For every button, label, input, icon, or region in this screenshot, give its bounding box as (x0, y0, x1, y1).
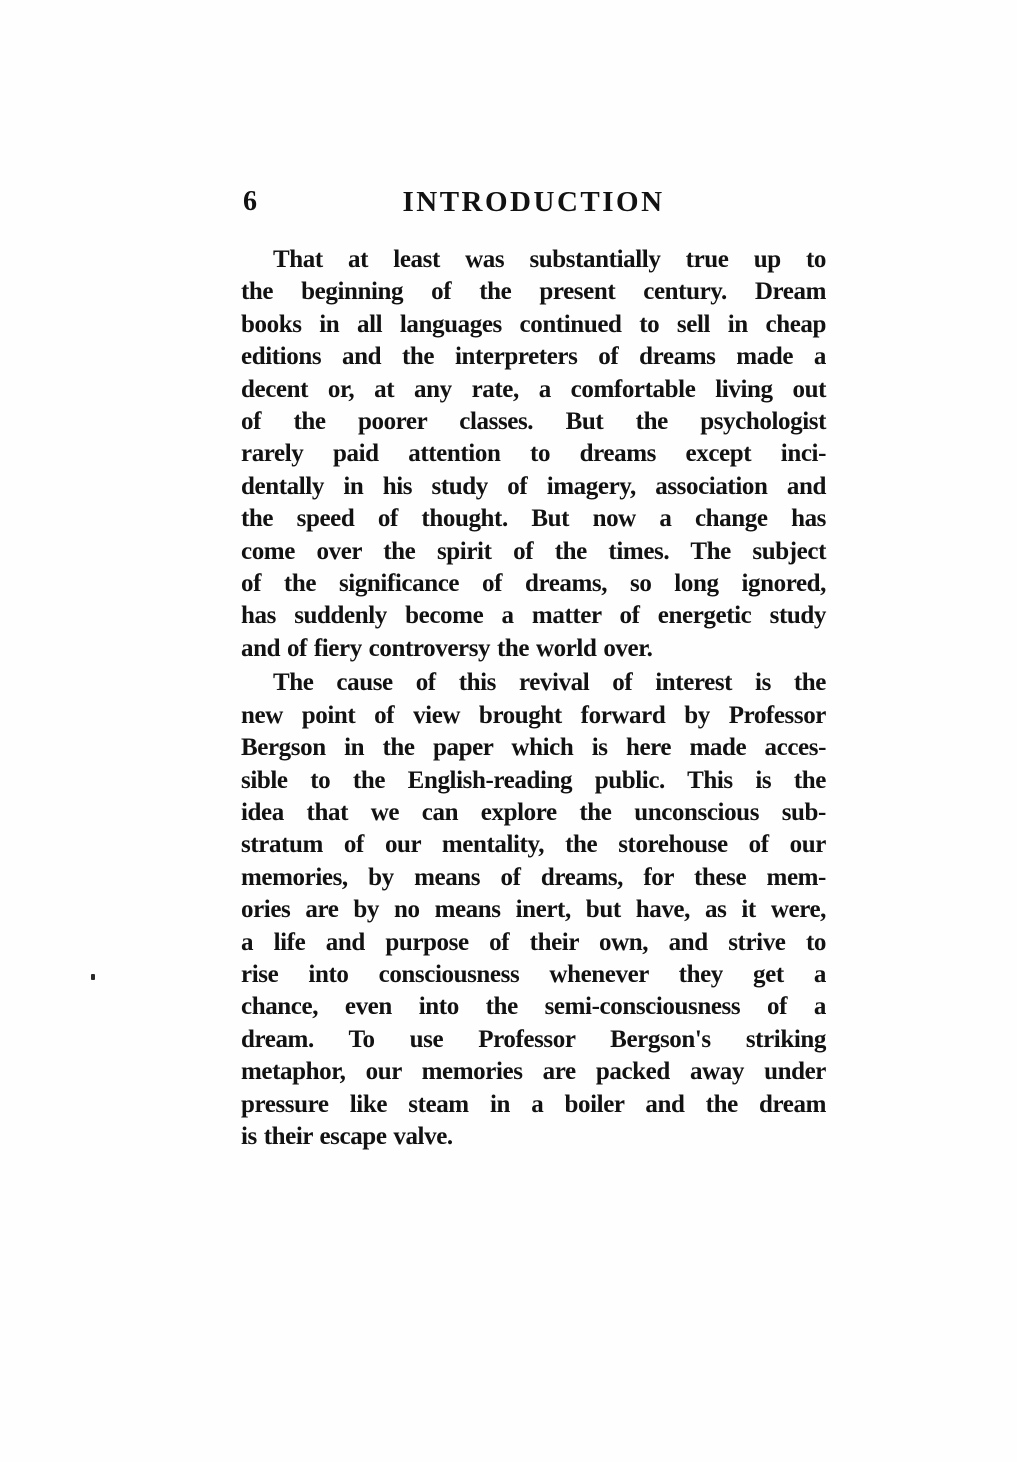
text-line: The cause of this revival of interest is the (273, 669, 826, 697)
text-line: rarely paid attention to dreams except inci- (241, 440, 826, 468)
text-line: of the significance of dreams, so long ignored, (241, 570, 826, 598)
text-line: the beginning of the present century. Dream (241, 278, 826, 306)
body-text (241, 244, 826, 1153)
text-line: stratum of our mentality, the storehouse of our (241, 831, 826, 859)
text-line: ories are by no means inert, but have, as it were, (241, 896, 826, 924)
text-column (241, 186, 826, 1153)
text-line: idea that we can explore the unconscious sub- (241, 798, 826, 826)
text-line: dream. To use Professor Bergson's striking (241, 1025, 826, 1053)
text-line: dentally in his study of imagery, association and (241, 472, 826, 500)
text-line: rise into consciousness whenever they get a (241, 960, 826, 988)
text-line: come over the spirit of the times. The subject (241, 537, 826, 565)
text-line: and of fiery controversy the world over. (241, 634, 653, 662)
running-header (241, 186, 826, 218)
text-line: That at least was substantially true up to (273, 246, 826, 273)
text-line: memories, by means of dreams, for these mem- (241, 863, 826, 891)
text-line: new point of view brought forward by Professor (241, 701, 826, 729)
scan-speck-mark (91, 974, 95, 980)
text-line: sible to the English-reading public. This is the (241, 766, 826, 794)
page-title: INTRODUCTION (402, 186, 665, 218)
text-line: decent or, at any rate, a comfortable living out (241, 375, 826, 403)
text-line: pressure like steam in a boiler and the dream (241, 1090, 826, 1118)
text-line: is their escape valve. (241, 1122, 453, 1150)
paragraph-2 (241, 667, 826, 1153)
text-line: chance, even into the semi-consciousness of a (241, 993, 826, 1021)
text-line: Bergson in the paper which is here made acces- (241, 734, 826, 762)
text-line: books in all languages continued to sell in cheap (241, 310, 826, 338)
text-line: metaphor, our memories are packed away under (241, 1058, 826, 1086)
text-line: of the poorer classes. But the psychologist (241, 408, 826, 436)
text-line: a life and purpose of their own, and strive to (241, 928, 826, 956)
page-number: 6 (243, 186, 257, 217)
text-line: the speed of thought. But now a change has (241, 505, 826, 533)
paragraph-1 (241, 244, 826, 665)
text-line: has suddenly become a matter of energetic study (241, 602, 826, 630)
text-line: editions and the interpreters of dreams made a (241, 343, 826, 371)
